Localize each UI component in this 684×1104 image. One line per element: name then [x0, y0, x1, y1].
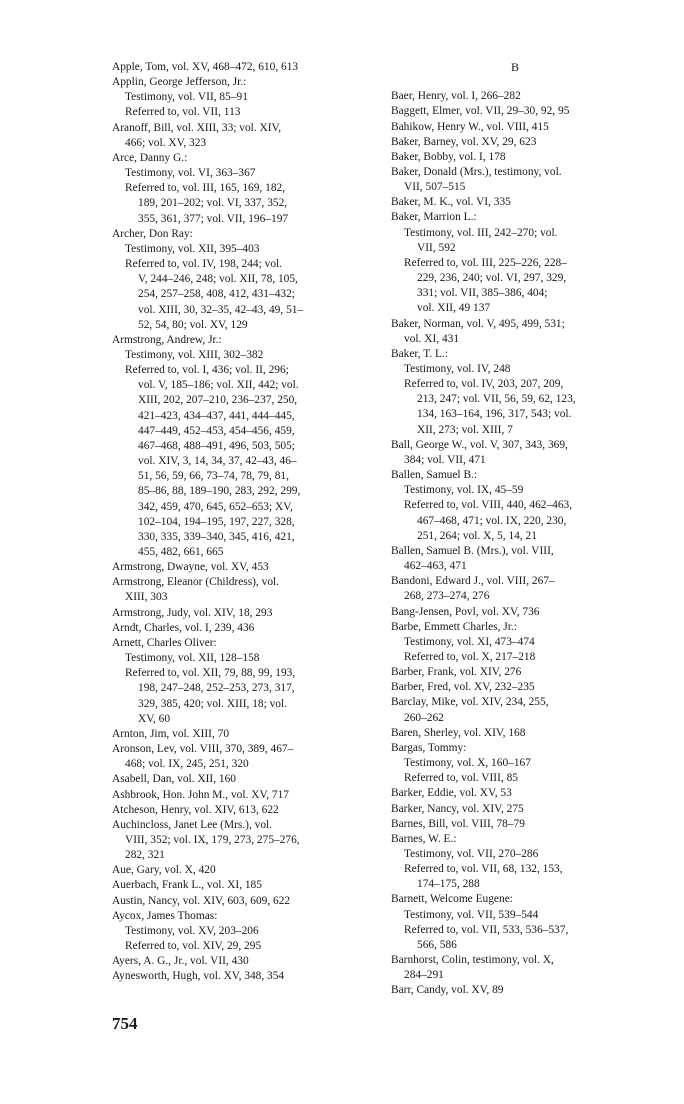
index-entry-line: Armstrong, Judy, vol. XIV, 18, 293 — [112, 606, 273, 619]
index-entry-line: Arnton, Jim, vol. XIII, 70 — [112, 727, 230, 740]
index-entry-line: 52, 54, 80; vol. XV, 129 — [138, 318, 248, 331]
index-entry-line: Testimony, vol. IV, 248 — [404, 363, 511, 376]
index-entry-line: Arce, Danny G.: — [112, 151, 188, 164]
index-entry-line: vol. V, 185–186; vol. XII, 442; vol. — [138, 379, 299, 392]
index-entry-line: Testimony, vol. VII, 539–544 — [404, 908, 539, 921]
index-entry-line: Apple, Tom, vol. XV, 468–472, 610, 613 — [112, 61, 299, 73]
index-column-left — [112, 60, 360, 985]
index-entry-line: Referred to, vol. VII, 533, 536–537, — [404, 923, 569, 936]
index-entry-line: Referred to, vol. VIII, 85 — [404, 772, 518, 785]
index-entry-line: 330, 335, 339–340, 345, 416, 421, — [138, 530, 295, 543]
index-entry-line: vol. XI, 431 — [404, 332, 460, 345]
index-entry-line: Armstrong, Dwayne, vol. XV, 453 — [112, 561, 269, 574]
index-entry-line: XIII, 303 — [125, 591, 168, 604]
index-entry-line: 102–104, 194–195, 197, 227, 328, — [138, 515, 295, 528]
index-entry-line: Baker, Donald (Mrs.), testimony, vol. — [391, 165, 562, 178]
index-entry-line: 355, 361, 377; vol. VII, 196–197 — [138, 212, 289, 225]
index-entry-line: Referred to, vol. III, 225–226, 228– — [404, 256, 567, 269]
index-entry-line: 229, 236, 240; vol. VI, 297, 329, — [417, 272, 567, 285]
index-entry-line: Asabell, Dan, vol. XII, 160 — [112, 773, 237, 786]
index-entry-line: Ashbrook, Hon. John M., vol. XV, 717 — [112, 788, 289, 801]
index-entry-line: Referred to, vol. VIII, 440, 462–463, — [404, 499, 573, 512]
index-entry-line: Referred to, vol. XII, 79, 88, 99, 193, — [125, 667, 296, 680]
index-entry-line: Aynesworth, Hugh, vol. XV, 348, 354 — [112, 970, 285, 983]
index-entry-line: Auerbach, Frank L., vol. XI, 185 — [112, 879, 262, 892]
index-entry-line: VIII, 352; vol. IX, 179, 273, 275–276, — [125, 833, 300, 846]
index-entry-line: 421–423, 434–437, 441, 444–445, — [138, 409, 295, 422]
index-entry-line: VII, 592 — [417, 241, 456, 254]
index-entry-line: Applin, George Jefferson, Jr.: — [112, 76, 247, 89]
index-entry-line: Barr, Candy, vol. XV, 89 — [391, 984, 504, 997]
index-entry-line: Barbe, Emmett Charles, Jr.: — [391, 620, 517, 633]
index-entry-line: 447–449, 452–453, 454–456, 459, — [138, 424, 295, 437]
index-entry-line: Testimony, vol. VII, 85–91 — [125, 91, 248, 104]
page-number: 754 — [112, 1014, 138, 1033]
index-entry-line: Baker, Barney, vol. XV, 29, 623 — [391, 135, 537, 148]
index-entry-line: Barnes, Bill, vol. VIII, 78–79 — [391, 817, 525, 830]
index-entry-line: 51, 56, 59, 66, 73–74, 78, 79, 81, — [138, 470, 289, 483]
index-entry-line: Arnett, Charles Oliver: — [112, 636, 217, 649]
index-entry-line: 467–468, 471; vol. IX, 220, 230, — [417, 514, 567, 527]
index-entry-line: Testimony, vol. XI, 473–474 — [404, 635, 535, 648]
index-entry-line: Testimony, vol. XII, 395–403 — [125, 242, 260, 255]
index-entry-line: Ballen, Samuel B.: — [391, 469, 478, 482]
index-entry-line: Baren, Sherley, vol. XIV, 168 — [391, 726, 526, 739]
index-entry-line: Bandoni, Edward J., vol. VIII, 267– — [391, 575, 555, 588]
index-entry-line: Armstrong, Eleanor (Childress), vol. — [112, 576, 280, 589]
index-entry-line: Referred to, vol. III, 165, 169, 182, — [125, 182, 286, 195]
index-entry-line: 384; vol. VII, 471 — [404, 453, 486, 466]
index-entry-line: Ayers, A. G., Jr., vol. VII, 430 — [112, 955, 249, 968]
index-entry-line: 251, 264; vol. X, 5, 14, 21 — [417, 529, 537, 542]
index-column-right — [391, 60, 639, 999]
index-entry-line: Referred to, vol. I, 436; vol. II, 296; — [125, 364, 289, 377]
index-entry-line: Barclay, Mike, vol. XIV, 234, 255, — [391, 696, 549, 709]
index-entry-line: XIII, 202, 207–210, 236–237, 250, — [138, 394, 298, 407]
index-entry-line: Barnes, W. E.: — [391, 832, 457, 845]
index-entry-line: Barker, Eddie, vol. XV, 53 — [391, 787, 512, 800]
index-entry-line: Arndt, Charles, vol. I, 239, 436 — [112, 621, 255, 634]
index-entry-line: 282, 321 — [125, 849, 165, 862]
letter-section-header: B — [510, 60, 519, 74]
index-entry-line: Bahikow, Henry W., vol. VIII, 415 — [391, 120, 549, 133]
index-entry-line: Testimony, vol. III, 242–270; vol. — [404, 226, 558, 239]
index-entry-line: Referred to, vol. VII, 113 — [125, 106, 241, 119]
index-entry-line: Barker, Nancy, vol. XIV, 275 — [391, 802, 524, 815]
index-entry-line: Testimony, vol. VII, 270–286 — [404, 848, 539, 861]
index-entry-line: Baker, Bobby, vol. I, 178 — [391, 150, 506, 163]
index-entry-line: 174–175, 288 — [417, 878, 480, 891]
index-entry-line: Testimony, vol. VI, 363–367 — [125, 167, 256, 180]
index-entry-line: VII, 507–515 — [404, 181, 466, 194]
index-entry-line: Baer, Henry, vol. I, 266–282 — [391, 90, 521, 103]
index-entry-line: Barber, Frank, vol. XIV, 276 — [391, 666, 522, 679]
index-entry-line: 342, 459, 470, 645, 652–653; XV, — [138, 500, 293, 513]
index-entry-line: Ball, George W., vol. V, 307, 343, 369, — [391, 438, 568, 451]
index-entry-line: Testimony, vol. X, 160–167 — [404, 757, 531, 770]
index-entry-line: 260–262 — [404, 711, 444, 724]
index-entry-line: vol. XIII, 30, 32–35, 42–43, 49, 51– — [138, 303, 304, 316]
index-entry-line: 467–468, 488–491, 496, 503, 505; — [138, 439, 295, 452]
index-entry-line: Testimony, vol. XV, 203–206 — [125, 924, 259, 937]
index-entry-line: 198, 247–248, 252–253, 273, 317, — [138, 682, 295, 695]
index-entry-line: 284–291 — [404, 969, 444, 982]
index-entry-line: V, 244–246, 248; vol. XII, 78, 105, — [138, 273, 298, 286]
index-entry-line: Baker, Marrion L.: — [391, 211, 477, 224]
index-entry-line: 566, 586 — [417, 938, 457, 951]
index-entry-line: 462–463, 471 — [404, 560, 467, 573]
index-entry-line: 268, 273–274, 276 — [404, 590, 490, 603]
index-entry-line: Aue, Gary, vol. X, 420 — [112, 864, 216, 877]
index-entry-line: vol. XII, 49 137 — [417, 302, 491, 315]
index-entry-line: 466; vol. XV, 323 — [125, 136, 207, 149]
index-entry-line: XII, 273; vol. XIII, 7 — [417, 423, 513, 436]
index-entry-line: Barnhorst, Colin, testimony, vol. X, — [391, 954, 554, 967]
index-entry-line: Testimony, vol. XII, 128–158 — [125, 652, 260, 665]
index-entry-line: Baggett, Elmer, vol. VII, 29–30, 92, 95 — [391, 105, 570, 118]
index-entry-line: 189, 201–202; vol. VI, 337, 352, — [138, 197, 288, 210]
index-entry-line: Ballen, Samuel B. (Mrs.), vol. VIII, — [391, 544, 554, 557]
index-entry-line: Bargas, Tommy: — [391, 741, 467, 754]
index-entry-line: Aronson, Lev, vol. VIII, 370, 389, 467– — [112, 743, 294, 756]
index-entry-line: Aycox, James Thomas: — [112, 909, 218, 922]
index-entry-line: 85–86, 88, 189–190, 283, 292, 299, — [138, 485, 301, 498]
index-entry-line: Referred to, vol. VII, 68, 132, 153, — [404, 863, 563, 876]
index-entry-line: 254, 257–258, 408, 412, 431–432; — [138, 288, 295, 301]
index-entry-line: Referred to, vol. IV, 203, 207, 209, — [404, 378, 564, 391]
index-entry-line: Testimony, vol. XIII, 302–382 — [125, 348, 264, 361]
index-entry-line: Referred to, vol. XIV, 29, 295 — [125, 940, 262, 953]
index-column-right-entries — [391, 89, 639, 998]
index-entry-line: Atcheson, Henry, vol. XIV, 613, 622 — [112, 803, 279, 816]
index-entry-line: Aranoff, Bill, vol. XIII, 33; vol. XIV, — [112, 121, 282, 134]
index-entry-line: Austin, Nancy, vol. XIV, 603, 609, 622 — [112, 894, 291, 907]
index-entry-line: 455, 482, 661, 665 — [138, 546, 224, 558]
index-entry-line: 134, 163–164, 196, 317, 543; vol. — [417, 408, 572, 421]
index-entry-line: Armstrong, Andrew, Jr.: — [112, 333, 222, 346]
index-entry-line: Barnett, Welcome Eugene: — [391, 893, 513, 906]
index-entry-line: Auchincloss, Janet Lee (Mrs.), vol. — [112, 818, 273, 831]
index-entry-line: Referred to, vol. X, 217–218 — [404, 650, 536, 663]
index-entry-line: 329, 385, 420; vol. XIII, 18; vol. — [138, 697, 288, 710]
index-entry-line: Archer, Don Ray: — [112, 227, 193, 240]
index-entry-line: 331; vol. VII, 385–386, 404; — [417, 287, 548, 300]
index-entry-line: 468; vol. IX, 245, 251, 320 — [125, 758, 249, 771]
index-entry-line: Baker, M. K., vol. VI, 335 — [391, 196, 511, 209]
index-entry-line: Testimony, vol. IX, 45–59 — [404, 484, 524, 497]
index-entry-line: Referred to, vol. IV, 198, 244; vol. — [125, 258, 283, 271]
index-entry-line: vol. XIV, 3, 14, 34, 37, 42–43, 46– — [138, 455, 297, 468]
index-entry-line: Barber, Fred, vol. XV, 232–235 — [391, 681, 535, 694]
index-entry-line: 213, 247; vol. VII, 56, 59, 62, 123, — [417, 393, 576, 406]
index-entry-line: Baker, T. L.: — [391, 347, 449, 360]
index-entry-line: Baker, Norman, vol. V, 495, 499, 531; — [391, 317, 565, 330]
index-entry-line: Bang-Jensen, Povl, vol. XV, 736 — [391, 605, 540, 618]
index-entry-line: XV, 60 — [138, 712, 171, 725]
